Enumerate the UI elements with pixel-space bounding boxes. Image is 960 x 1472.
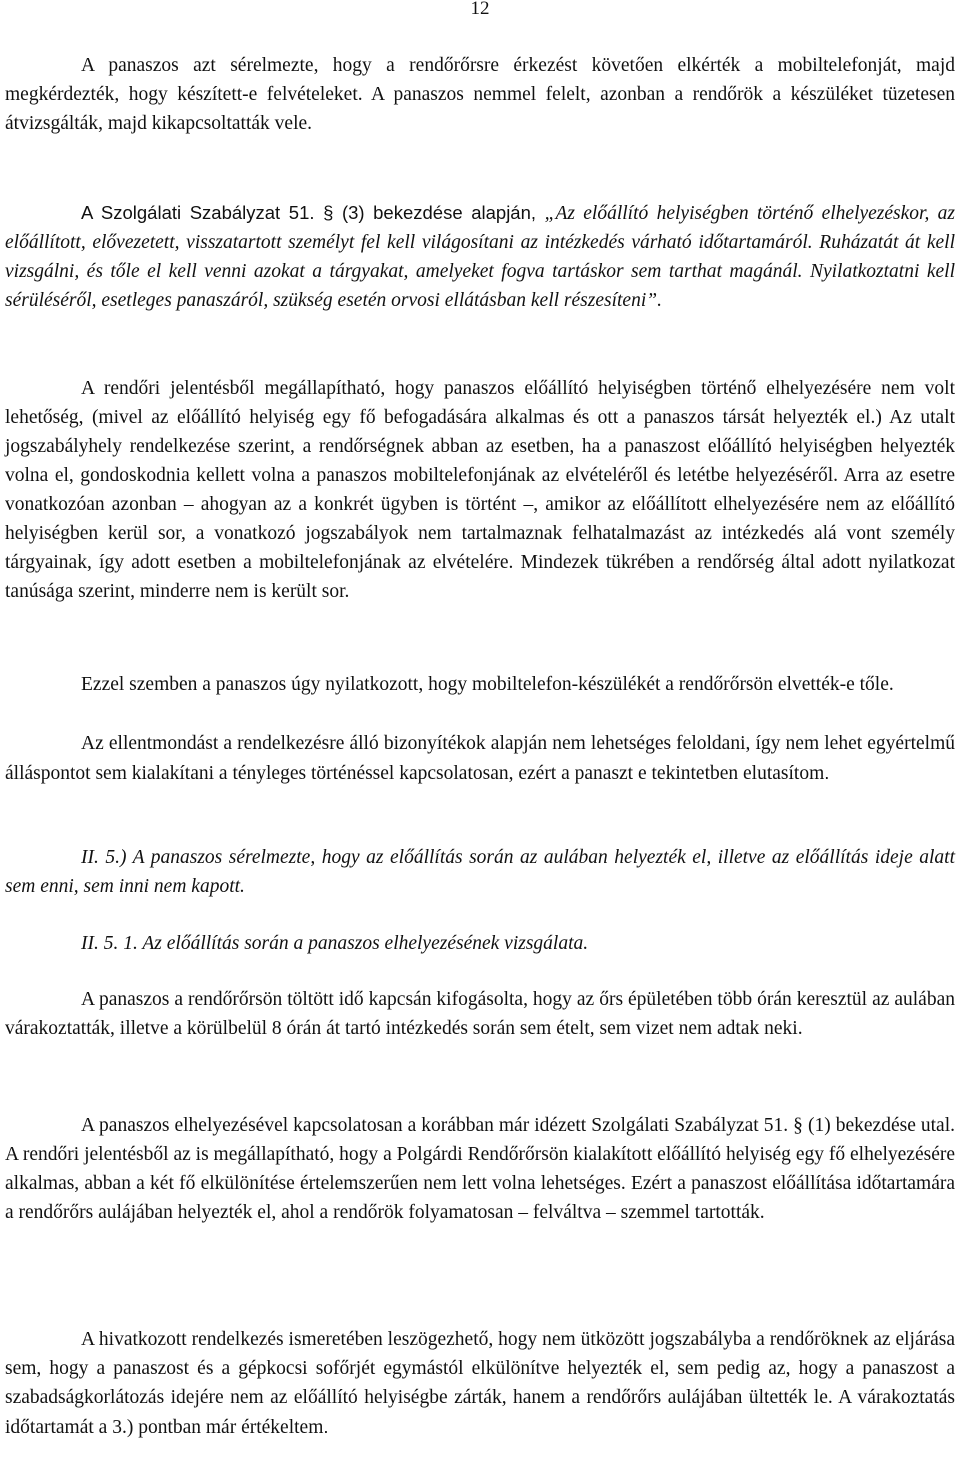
paragraph-5-text: Az ellentmondást a rendelkezésre álló bizonyítékok alapján nem lehetséges feloldani, így nem lehet egyértelmű álláspontot sem kialakítani a tényleges történéssel kapcsolatosan, ezért a panaszt e tekintetben elutasítom bbox=[5, 733, 955, 784]
paragraph-5-end: . bbox=[824, 762, 830, 783]
section-heading-ii-5-1: II. 5. 1. Az előállítás során a panaszos elhelyezésének vizsgálata. bbox=[81, 933, 589, 954]
paragraph-3: A rendőri jelentésből megállapítható, hogy panaszos előállító helyiségben történő elhelyezésére nem volt lehetőség, (mivel az előállító helyiség egy fő befogadására alkalmas és ott a panaszos társát helyezték el.) Az utalt jogszabályhely rendelkezése szerint, a rendőrségnek abban az esetben, ha a panaszost előállító helyiségben helyezték volna el, gondoskodnia kellett volna a panaszos mobiltelefonjának az elvételéről és letétbe helyezéséről. Arra az esetre vonatkozóan azonban – ahogyan az a konkrét ügyben is történt –, amikor az előállított elhelyezésére nem az előállító helyiségben kerül sor, a vonatkozó jogszabályok nem tartalmaznak felhatalmazást az intézkedés alá vont személy tárgyainak, így adott esetben a mobiltelefonjának az elvételére. Mindezek tükrében a rendőrség által adott nyilatkozat tanúsága szerint, minderre nem is került sor. bbox=[5, 378, 955, 602]
paragraph-8-text: A hivatkozott rendelkezés ismeretében leszögezhető, hogy nem ütközött jogszabályba a rendőröknek az eljárása sem, hogy a panaszost és a gépkocsi sofőrjét egymástól elkülönítve helyezték el, sem pedig az, hogy a panaszost a szabadságkorlátozás idejére nem az előállító helyiségbe zárták, hanem a rendőrőrs aulájában ültették le. A várakoztatás időtartamát a 3.) pontban már értékeltem bbox=[5, 1329, 955, 1438]
paragraph-8-end: . bbox=[323, 1416, 329, 1437]
paragraph-4: Ezzel szemben a panaszos úgy nyilatkozott, hogy mobiltelefon-készülékét a rendőrőrsön elvették-e tőle. bbox=[81, 674, 894, 695]
section-heading-ii-5: II. 5.) A panaszos sérelmezte, hogy az előállítás során az aulában helyezték el, illetve az előállítás ideje alatt sem enni, sem inni nem kapott. bbox=[5, 847, 955, 897]
page-number: 12 bbox=[470, 0, 490, 19]
paragraph-6: A panaszos a rendőrőrsön töltött idő kapcsán kifogásolta, hogy az őrs épületében több órán keresztül az aulában várakoztatták, illetve a körülbelül 8 órán át tartó intézkedés során sem ételt, sem vizet nem adtak neki. bbox=[5, 989, 955, 1039]
paragraph-7: A panaszos elhelyezésével kapcsolatosan a korábban már idézett Szolgálati Szabályzat 51. § (1) bekezdése utal. A rendőri jelentésből az is megállapítható, hogy a Polgárdi Rendőrőrsön kialakított előállító helyiség egy fő elhelyezésére alkalmas, abban a két fő elkülönítése értelemszerűen nem lett volna lehetséges. Ezért a panaszost előállítása időtartamára a rendőrőrs aulájában helyezték el, ahol a rendőrök folyamatosan – felváltva – szemmel tartották. bbox=[5, 1115, 955, 1223]
paragraph-2 bbox=[5, 198, 955, 315]
paragraph-1: A panaszos azt sérelmezte, hogy a rendőrőrsre érkezést követően elkérték a mobiltelefonját, majd megkérdezték, hogy készített-e felvételeket. A panaszos nemmel felelt, azonban a rendőrök a készüléket tüzetesen átvizsgálták, majd kikapcsoltatták vele. bbox=[5, 55, 955, 134]
paragraph-2-intro: A Szolgálati Szabályzat 51. § (3) bekezdése alapján, bbox=[81, 202, 545, 223]
paragraph-5 bbox=[5, 729, 955, 788]
paragraph-2-quote: „Az előállító helyiségben történő elhelyezéskor, az előállított, elővezetett, visszatartott személyt fel kell világosítani az intézkedés várható időtartamáról. Ruházatát át kell vizsgálni, és tőle el kell venni azokat a tárgyakat, amelyeket fogva tartáskor sem tarthat magánál. Nyilatkoztatni kell sérüléséről, esetleges panaszáról, szükség esetén orvosi ellátásban kell részesíteni”. bbox=[5, 203, 955, 311]
paragraph-8 bbox=[5, 1325, 955, 1442]
